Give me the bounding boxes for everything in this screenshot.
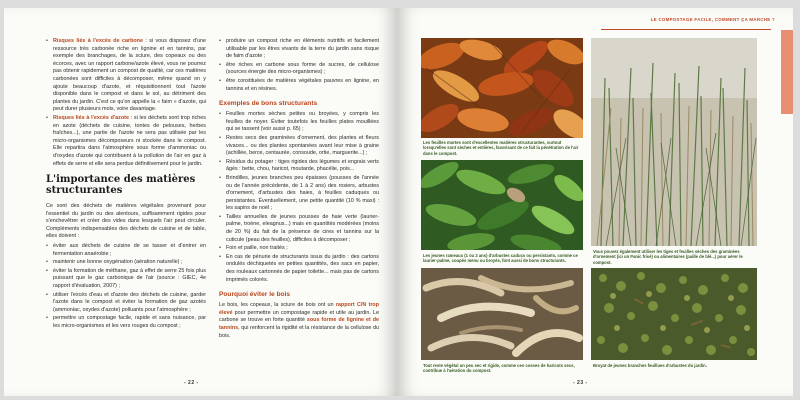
caption-bean-pods: Tout reste végétal un peu sec et rigide, comme ces cosses de haricots secs, contribue à l'aération du compost. [423, 363, 575, 374]
photo-green-branches [421, 160, 583, 250]
paragraph-carbon-risk: • Risques liés à l'excès de carbone : si vous disposez d'une ressource très carbonée riche en lignine et en tannins, par exemple des branchages, de la sciure, des copeaux ou des écorces, avec un rapport carbone/azote élevé, vous ne pourrez pas obtenir rapidement un compost de qualité, car ces matières carbonées sont difficiles à décomposer, même quand on y ajoute beaucoup d'azote, et réquisitionnent tout l'azote disponible dans le compost et dans le sol, au détriment des plantes du jardin. C'est ce qu'on appelle la « faim » d'azote, qui peut durer plusieurs mois, voire davantage. [46, 38, 206, 114]
caption-green-branches: Les jeunes rameaux (1 ou 2 ans) d'arbustes caducs ou persistants, comme ce laurier-palme, coupés menu ou broyés, font aussi de bons structurants. [423, 253, 578, 264]
list-item: • En cas de pénurie de structurants issus du jardin : des cartons ondulés déchiquetés en petites quantités, des sacs en papier, des rouleaux cartonnés de papier toilette... mais pas de cartons imprimés colorés. [219, 254, 379, 284]
list-item: • éviter aux déchets de cuisine de se tasser et d'entrer en fermentation anaérobie ; [46, 243, 206, 258]
list-item: • être riches en carbone sous forme de sucres, de cellulose (sources énergie des micro-organismes) ; [219, 62, 379, 77]
header-rule [601, 29, 771, 30]
photo-ornamental-grasses [591, 38, 757, 246]
list-item: • Feuilles mortes sèches petites ou broyées, y compris les feuilles de noyer. Éviter toutefois les feuilles plates mouillées qui se tassent (voir aussi p. 65) ; [219, 111, 379, 134]
section-tab [781, 30, 793, 114]
running-header: LE COMPOSTAGE FACILE, COMMENT ÇA MARCHE ? [650, 17, 775, 22]
list-item: • permettre un compostage facile, rapide et sans nuisance, par les micro-organismes et les vers rouges du compost ; [46, 315, 206, 330]
caption-grasses: Vous pouvez également utiliser les tiges et feuilles sèches des graminées d'ornement (ici un Panic frisé) ou alimentaires (paille de blé...) pour aérer le compost. [593, 249, 743, 265]
list-item: • produire un compost riche en éléments nutritifs et facilement utilisable par les êtres vivants de la terre du jardin sans risque de faim d'azote ; [219, 38, 379, 61]
caption-autumn-leaves: Les feuilles mortes sont d'excellentes matières structurantes, surtout lorsqu'elles sont sèches et entières, favorisant de ce fait la pénétration de l'air dans le compost. [423, 140, 579, 156]
list-item: • Restes secs des graminées d'ornement, des plantes et fleurs vivaces... ou des plantes spontanées avant leur mise à graine (achillée, berce, centaurée, consoude, ortie, marguerite...) ; [219, 135, 379, 158]
bullet-list-examples [219, 111, 379, 284]
bullet-list-structuring [46, 243, 206, 331]
photo-shredded-branches [591, 268, 757, 360]
paragraph-nitrogen-risk: • Risques liés à l'excès d'azote : si les déchets sont trop riches en azote (déchets de cuisine, tontes de pelouses, herbes fraîches...), une partie de l'azote ne sera pas utilisée par les micro-organismes décomposeurs ni stockée dans le compost. Elle repartira dans l'atmosphère sous forme d'ammoniac ou d'oxydes d'azote qui contribuent à la pollution de l'air en gaz à effets de serre et elle sera perdue définitivement pour le jardin. [46, 115, 206, 168]
right-page [397, 8, 793, 396]
heading-good-structurants: Exemples de bons structurants [219, 100, 318, 108]
photo-bean-pods [421, 268, 583, 360]
page-number-right: - 23 - [573, 380, 588, 386]
list-item: • éviter la formation de méthane, gaz à effet de serre 25 fois plus puissant que le gaz carbonique de l'air (source : GIEC, 4e rapport d'évaluation, 2007) ; [46, 268, 206, 291]
paragraph-structuring-intro: Ce sont des déchets de matières végétales provenant pour l'essentiel du jardin ou des alentours, suffisamment rigides pour s'enchevêtrer et créer des vides dans lesquels l'air peut circuler. Compléments indispensables des déchets de cuisine et de table, elles doivent : [46, 203, 206, 240]
page-number-left: - 22 - [184, 380, 199, 386]
bullet-list-continued [219, 38, 379, 93]
heading-structuring-materials: L'importance des matières structurantes [46, 174, 196, 197]
photo-autumn-leaves [421, 38, 583, 138]
left-page [4, 8, 397, 396]
list-item: • utiliser l'excès d'eau et d'azote des déchets de cuisine, garder l'azote dans le compost et éviter la formation de gaz azotés (ammoniac, oxydes d'azote) polluants pour l'atmosphère ; [46, 292, 206, 315]
list-item: • maintenir une bonne oxygénation (aération naturelle) ; [46, 259, 206, 267]
list-item: • Résidus du potager : tiges rigides des légumes et engrais verts âgés : bette, chou, haricot, moutarde, phacélie, pois... [219, 159, 379, 174]
left-page-column-1 [46, 38, 206, 332]
list-item: • Foin et paille, non traités ; [219, 245, 379, 253]
caption-shredded-branches: Broyat de jeunes branches feuillues d'arbustes du jardin. [593, 363, 707, 368]
heading-avoid-wood: Pourquoi éviter le bois [219, 291, 291, 299]
list-item: • Brindilles, jeunes branches peu épaisses (pousses de l'année ou de l'année précédente, de 1 à 2 ans) des rosiers, arbustes d'ornement, d'arbustes des haies, à feuilles caduques ou persistantes. Éventuellement, une petite quantité (10 % maxi) : les sapins de noël ; [219, 175, 379, 213]
paragraph-avoid-wood: Le bois, les copeaux, la sciure de bois ont un rapport C/N trop élevé pour permettre un compostage rapide et utile au jardin. Le carbone se trouve en forte quantité sous forme de lignine et de tannins, qui renforcent la rigidité et la résistance de la cellulose du bois. [219, 302, 379, 339]
left-page-column-2 [219, 38, 379, 346]
list-item: • Tailles annuelles de jeunes pousses de haie verte (laurier-palme, troène, eleagnus...) mais en quantités modérées (moins de 20 %) du fait de la présence de cires et tannins sur la cuticule (peau des feuilles), difficiles à décomposer ; [219, 214, 379, 244]
list-item: • être constituées de matières végétales pauvres en lignine, en tannins et en résines. [219, 78, 379, 93]
